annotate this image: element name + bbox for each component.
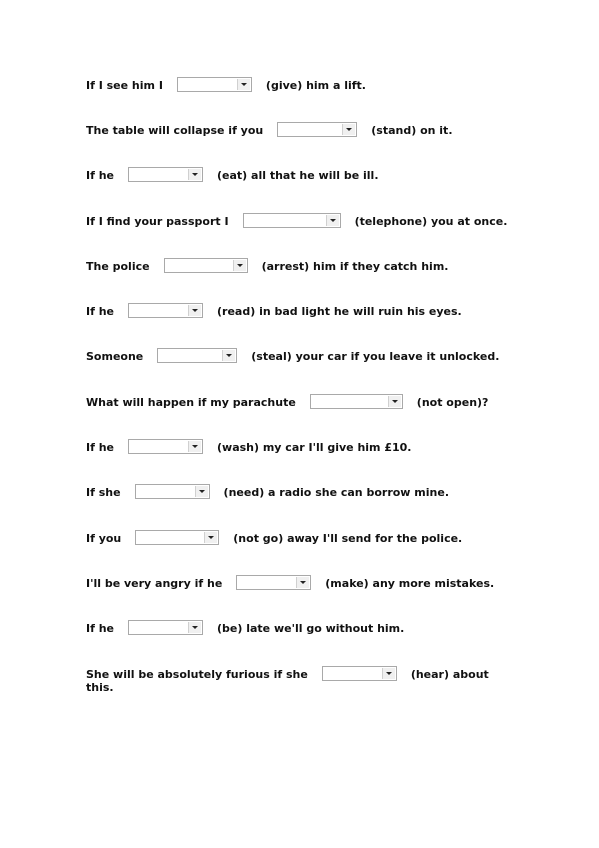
chevron-down-icon[interactable] xyxy=(388,396,401,407)
answer-dropdown-10[interactable] xyxy=(135,484,210,499)
answer-dropdown-2[interactable] xyxy=(277,122,357,137)
answer-dropdown-7[interactable] xyxy=(157,348,237,363)
answer-dropdown-5[interactable] xyxy=(164,258,248,273)
answer-dropdown-8[interactable] xyxy=(310,394,403,409)
sentence-end: (read) in bad light he will ruin his eyes. xyxy=(217,305,462,318)
sentence-end: (wash) my car I'll give him £10. xyxy=(217,441,412,454)
sentence-end: (not open)? xyxy=(416,396,489,409)
chevron-down-icon[interactable] xyxy=(296,577,309,588)
sentence-end: (need) a radio she can borrow mine. xyxy=(223,486,449,499)
chevron-down-icon[interactable] xyxy=(233,260,246,271)
sentence-start: If you xyxy=(86,532,122,545)
sentence-start: If he xyxy=(86,441,114,454)
sentence-end: (hear) about this. xyxy=(86,668,489,694)
chevron-down-icon[interactable] xyxy=(188,622,201,633)
sentence-start: I'll be very angry if he xyxy=(86,577,223,590)
sentence-start: If he xyxy=(86,169,114,182)
exercise-item-9 xyxy=(86,441,526,454)
exercise-item-2 xyxy=(86,124,526,137)
sentence-end: (give) him a lift. xyxy=(265,79,366,92)
sentence-start: Someone xyxy=(86,350,144,363)
exercise-item-6 xyxy=(86,305,526,318)
chevron-down-icon[interactable] xyxy=(188,305,201,316)
answer-dropdown-3[interactable] xyxy=(128,167,203,182)
exercise-item-11 xyxy=(86,532,526,545)
sentence-end: (arrest) him if they catch him. xyxy=(261,260,449,273)
sentence-start: The police xyxy=(86,260,150,273)
answer-dropdown-9[interactable] xyxy=(128,439,203,454)
exercise-item-13 xyxy=(86,622,526,635)
sentence-start: If he xyxy=(86,622,114,635)
chevron-down-icon[interactable] xyxy=(204,532,217,543)
exercise-item-5 xyxy=(86,260,526,273)
chevron-down-icon[interactable] xyxy=(195,486,208,497)
exercise-item-7 xyxy=(86,350,526,363)
chevron-down-icon[interactable] xyxy=(188,169,201,180)
exercise-item-10 xyxy=(86,486,526,499)
answer-dropdown-11[interactable] xyxy=(135,530,219,545)
sentence-end: (be) late we'll go without him. xyxy=(217,622,405,635)
chevron-down-icon[interactable] xyxy=(326,215,339,226)
chevron-down-icon[interactable] xyxy=(237,79,250,90)
sentence-start: She will be absolutely furious if she xyxy=(86,668,308,681)
sentence-start: The table will collapse if you xyxy=(86,124,264,137)
exercise-item-1 xyxy=(86,79,526,92)
answer-dropdown-14[interactable] xyxy=(322,666,397,681)
answer-dropdown-1[interactable] xyxy=(177,77,252,92)
sentence-start: If I find your passport I xyxy=(86,215,229,228)
sentence-end: (steal) your car if you leave it unlocked. xyxy=(251,350,500,363)
sentence-end: (stand) on it. xyxy=(371,124,453,137)
chevron-down-icon[interactable] xyxy=(342,124,355,135)
sentence-end: (not go) away I'll send for the police. xyxy=(233,532,463,545)
chevron-down-icon[interactable] xyxy=(188,441,201,452)
answer-dropdown-6[interactable] xyxy=(128,303,203,318)
answer-dropdown-4[interactable] xyxy=(243,213,341,228)
sentence-start: If she xyxy=(86,486,121,499)
chevron-down-icon[interactable] xyxy=(222,350,235,361)
sentence-start: If he xyxy=(86,305,114,318)
answer-dropdown-13[interactable] xyxy=(128,620,203,635)
sentence-start: What will happen if my parachute xyxy=(86,396,296,409)
answer-dropdown-12[interactable] xyxy=(236,575,311,590)
exercise-item-4 xyxy=(86,215,526,228)
exercise-item-8 xyxy=(86,396,526,409)
sentence-end: (telephone) you at once. xyxy=(354,215,508,228)
sentence-end: (eat) all that he will be ill. xyxy=(217,169,379,182)
exercise-item-14 xyxy=(86,668,506,694)
sentence-start: If I see him I xyxy=(86,79,163,92)
sentence-end: (make) any more mistakes. xyxy=(325,577,495,590)
chevron-down-icon[interactable] xyxy=(382,668,395,679)
exercise-item-12 xyxy=(86,577,526,590)
exercise-item-3 xyxy=(86,169,526,182)
